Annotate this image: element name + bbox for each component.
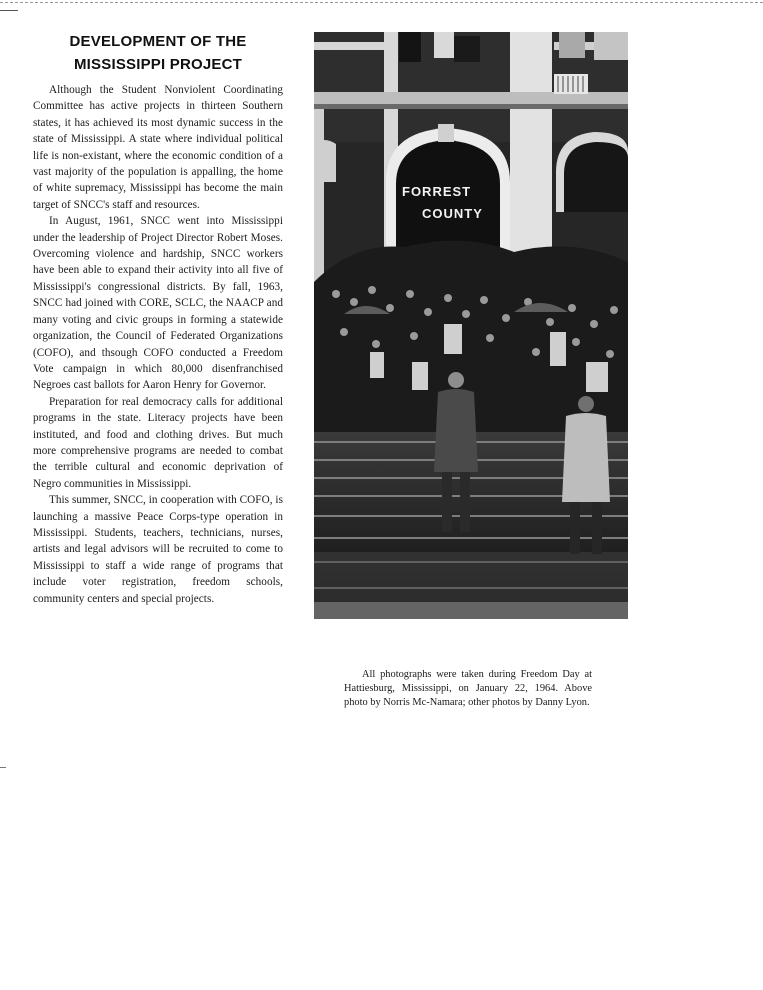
photo-sign-line-2: COUNTY (422, 206, 483, 221)
article-paragraph-3: Preparation for real democracy calls for additional programs in the state. Literacy projects have been instituted, and food and clothing drives. But much more comprehensive programs are needed to combat the terrible cultural and economic deprivation of Negro communities in Mississippi. (33, 395, 283, 490)
article-paragraph-1: Although the Student Nonviolent Coordinating Committee has active projects in thirteen Southern states, it has achieved its most dynamic success in the state of Mississippi. A state where individual political life is non-existant, where the economic condition of a vast majority of the population is appalling, the home of white supremacy, Mississippi has become the main target of SNCC's staff and resources. (33, 84, 283, 211)
scan-top-edge (0, 2, 763, 3)
scan-corner-mark (0, 10, 18, 11)
article-title-line-2: MISSISSIPPI PROJECT (73, 56, 242, 73)
scan-margin-mark (0, 767, 6, 768)
courthouse-photo (314, 32, 628, 619)
article-title-line-1: DEVELOPMENT OF THE (69, 33, 247, 50)
courthouse-photo-illustration (314, 32, 628, 619)
photo-sign-line-1: FORREST (402, 184, 472, 199)
article-title (33, 30, 283, 76)
photo-caption: All photographs were taken during Freedom Day at Hattiesburg, Mississippi, on January 22, 1964. Above photo by Norris Mc-Namara; other photos by Danny Lyon. (344, 669, 592, 708)
article-paragraph-4: This summer, SNCC, in cooperation with COFO, is launching a massive Peace Corps-type operation in Mississippi. Students, teachers, technicians, nurses, artists and legal advisors will be recruited to come to Mississippi to staff a wide range of programs that include voter registration, freedom schools, community centers and special projects. (33, 494, 283, 605)
article-column (33, 30, 283, 607)
article-paragraph-2: In August, 1961, SNCC went into Mississippi under the leadership of Project Director Robert Moses. Overcoming violence and hardship, SNCC workers have been able to expand their activity into all five of Mississippi's congressional districts. By fall, 1963, SNCC had joined with CORE, SCLC, the NAACP and many voting and civic groups in forming a statewide organization, the Council of Federated Organizations (COFO), and thsough COFO conducted a Freedom Vote campaign in which 80,000 disenfranchised Negroes cast ballots for Aaron Henry for Governor. (33, 215, 283, 392)
